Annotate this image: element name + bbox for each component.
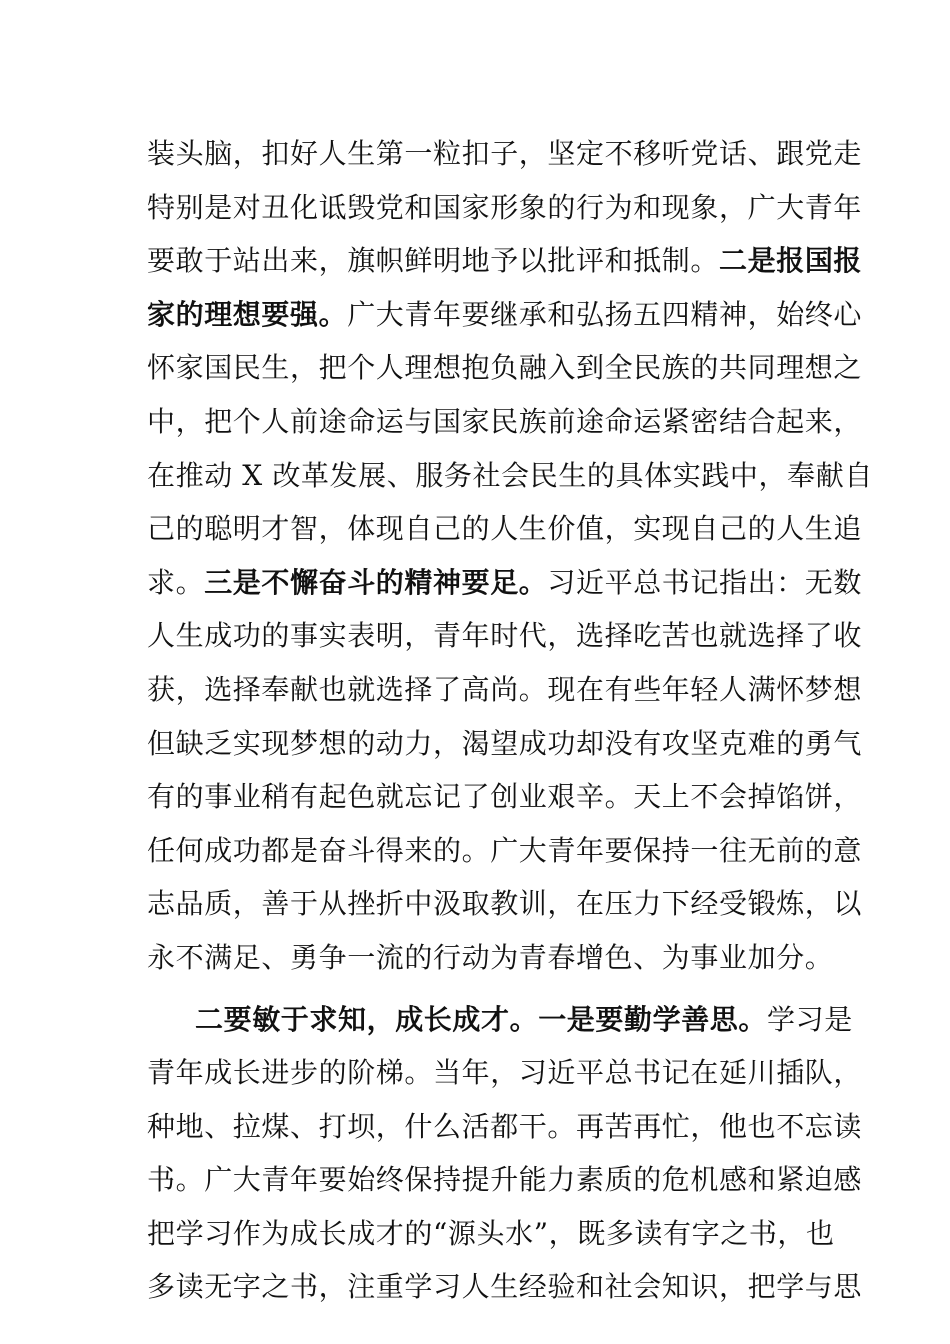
text-line <box>147 234 863 288</box>
text-line: 特别是对丑化诋毁党和国家形象的行为和现象，广大青年 <box>147 190 863 224</box>
paragraph-first-line <box>147 993 853 1047</box>
text-run: 求。 <box>147 565 205 599</box>
text-line: 装头脑，扣好人生第一粒扣子，坚定不移听党话、跟党走 <box>147 137 863 170</box>
text-run: 学习是 <box>767 1002 853 1036</box>
text-line <box>147 288 863 342</box>
text-line: 人生成功的事实表明，青年时代，选择吃苦也就选择了收 <box>147 619 863 653</box>
text-line: 志品质，善于从挫折中汲取教训，在压力下经受锻炼，以 <box>147 887 863 921</box>
text-line: 己的聪明才智，体现自己的人生价值，实现自己的人生追 <box>147 512 863 546</box>
bold-heading-run: 二要敏于求知，成长成才。一是要勤学善思。 <box>195 1002 768 1036</box>
bold-heading-run: 三是不懈奋斗的精神要足。 <box>204 565 548 599</box>
text-line <box>147 556 863 610</box>
text-line: 多读无字之书，注重学习人生经验和社会知识，把学与思 <box>147 1270 863 1304</box>
text-line: 在推动 X 改革发展、服务社会民生的具体实践中，奉献自 <box>147 458 873 492</box>
text-run: 广大青年要继承和弘扬五四精神，始终心 <box>347 297 863 331</box>
text-run: 要敢于站出来，旗帜鲜明地予以批评和抵制。 <box>147 244 720 278</box>
text-line: 有的事业稍有起色就忘记了创业艰辛。天上不会掉馅饼， <box>147 780 863 814</box>
text-line: 中，把个人前途命运与国家民族前途命运紧密结合起来， <box>147 404 863 438</box>
text-line: 书。广大青年要始终保持提升能力素质的危机感和紧迫感 <box>147 1163 863 1197</box>
text-line: 永不满足、勇争一流的行动为青春增色、为事业加分。 <box>147 940 834 974</box>
text-run: 习近平总书记指出：无数 <box>547 565 863 599</box>
text-line: 青年成长进步的阶梯。当年，习近平总书记在延川插队， <box>147 1056 863 1090</box>
text-line: 但缺乏实现梦想的动力，渴望成功却没有攻坚克难的勇气 <box>147 726 863 760</box>
body-text <box>147 127 873 1314</box>
paragraph-gap <box>147 985 812 993</box>
text-line: 怀家国民生，把个人理想抱负融入到全民族的共同理想之 <box>147 351 863 385</box>
bold-heading-run: 家的理想要强。 <box>147 297 348 331</box>
text-line: 把学习作为成长成才的“源头水”，既多读有字之书，也 <box>147 1216 835 1250</box>
bold-heading-run: 二是报国报 <box>719 244 863 278</box>
text-line: 获，选择奉献也就选择了高尚。现在有些年轻人满怀梦想 <box>147 672 863 706</box>
text-line: 种地、拉煤、打坝，什么活都干。再苦再忙，他也不忘读 <box>147 1109 863 1143</box>
text-line: 任何成功都是奋斗得来的。广大青年要保持一往无前的意 <box>147 833 863 867</box>
